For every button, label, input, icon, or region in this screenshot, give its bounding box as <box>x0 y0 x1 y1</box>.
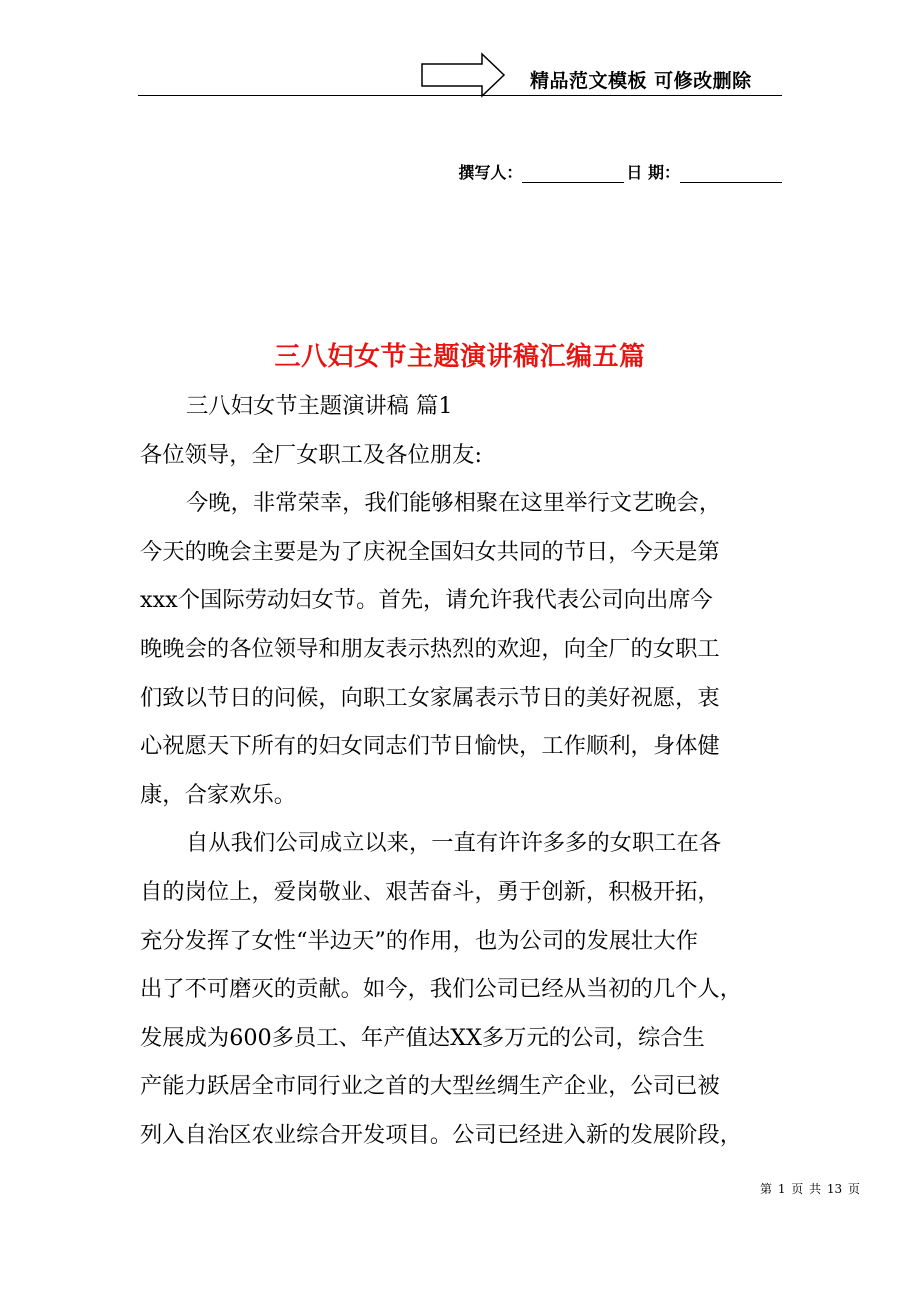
text-line: 康，合家欢乐。 <box>140 781 297 808</box>
arrow-right-icon <box>420 52 506 98</box>
text-line: 自的岗位上，爱岗敬业、艰苦奋斗，勇于创新，积极开拓， <box>140 878 720 905</box>
author-blank <box>522 164 624 183</box>
date-label: 日 期： <box>626 163 680 182</box>
text-line: 心祝愿天下所有的妇女同志们节日愉快，工作顺利，身体健 <box>140 733 720 760</box>
text-line: 发展成为600多员工、年产值达XX多万元的公司，综合生 <box>140 1024 705 1051</box>
text-line: 自从我们公司成立以来，一直有许许多多的女职工在各 <box>186 830 722 857</box>
document-title: 三八妇女节主题演讲稿汇编五篇 <box>274 342 646 372</box>
text-line: 们致以节日的问候，向职工女家属表示节日的美好祝愿，衷 <box>140 684 720 711</box>
author-label: 撰写人： <box>458 163 523 182</box>
text-line: 产能力跃居全市同行业之首的大型丝绸生产企业，公司已被 <box>140 1073 720 1100</box>
date-blank <box>680 164 782 183</box>
text-line: 晚晚会的各位领导和朋友表示热烈的欢迎，向全厂的女职工 <box>140 635 720 662</box>
text-line: 今晚，非常荣幸，我们能够相聚在这里举行文艺晚会， <box>186 490 722 517</box>
text-line: 列入自治区农业综合开发项目。公司已经进入新的发展阶段， <box>140 1121 743 1148</box>
text-line: xxx个国际劳动妇女节。首先，请允许我代表公司向出席今 <box>140 587 713 614</box>
paragraph-2 <box>140 819 782 1159</box>
text-line: 充分发挥了女性“半边天”的作用，也为公司的发展壮大作 <box>140 927 698 954</box>
section-subtitle: 三八妇女节主题演讲稿 篇1 <box>186 393 453 419</box>
document-body <box>140 382 782 1160</box>
header-rule <box>138 95 782 96</box>
page-number: 第 1 页 共 13 页 <box>760 1182 860 1196</box>
text-line: 今天的晚会主要是为了庆祝全国妇女共同的节日，今天是第 <box>140 538 720 565</box>
author-date-line <box>458 160 782 183</box>
greeting: 各位领导，全厂女职工及各位朋友: <box>140 441 482 468</box>
text-line: 出了不可磨灭的贡献。如今，我们公司已经从当初的几个人， <box>140 976 743 1003</box>
header-text: 精品范文模板 可修改删除 <box>530 70 752 92</box>
paragraph-1 <box>140 479 782 819</box>
